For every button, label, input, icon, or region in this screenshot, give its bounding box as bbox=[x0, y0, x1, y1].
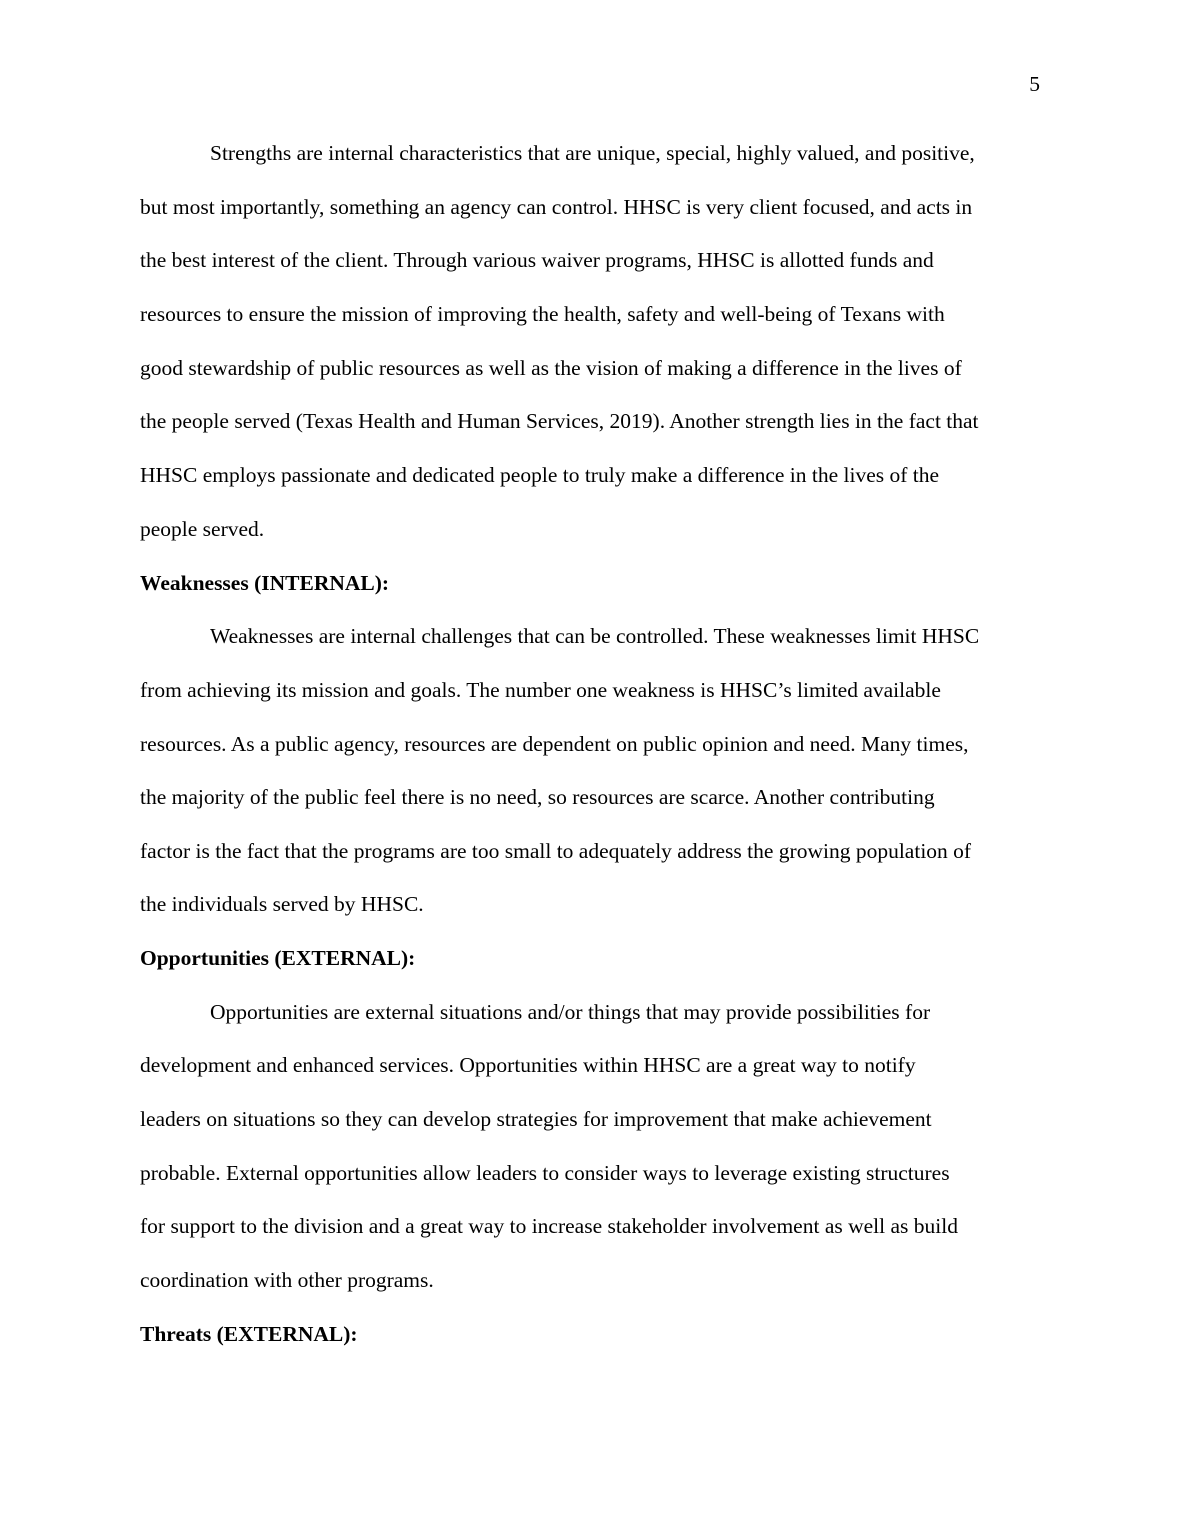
strengths-paragraph-line: people served. bbox=[140, 517, 265, 541]
strengths-paragraph-line: HHSC employs passionate and dedicated people to truly make a difference in the lives of the bbox=[140, 463, 940, 487]
strengths-paragraph-line: the people served (Texas Health and Human Services, 2019). Another strength lies in the fact that bbox=[140, 409, 979, 433]
weaknesses-paragraph-line: factor is the fact that the programs are too small to adequately address the growing population of bbox=[140, 839, 972, 863]
opportunities-paragraph-line: leaders on situations so they can develop strategies for improvement that make achievement bbox=[140, 1107, 932, 1131]
opportunities-paragraph-line: coordination with other programs. bbox=[140, 1268, 434, 1292]
strengths-paragraph-line: resources to ensure the mission of improving the health, safety and well-being of Texans with bbox=[140, 302, 945, 326]
weaknesses-paragraph-line: from achieving its mission and goals. The number one weakness is HHSC’s limited available bbox=[140, 678, 941, 702]
weaknesses-heading: Weaknesses (INTERNAL): bbox=[140, 571, 390, 595]
strengths-paragraph-line: good stewardship of public resources as well as the vision of making a difference in the lives of bbox=[140, 356, 962, 380]
weaknesses-paragraph-line: the majority of the public feel there is no need, so resources are scarce. Another contributing bbox=[140, 785, 935, 809]
threats-heading: Threats (EXTERNAL): bbox=[140, 1322, 358, 1346]
strengths-paragraph-line: but most importantly, something an agency can control. HHSC is very client focused, and acts in bbox=[140, 195, 973, 219]
weaknesses-paragraph-line: the individuals served by HHSC. bbox=[140, 892, 424, 916]
strengths-paragraph-line: the best interest of the client. Through various waiver programs, HHSC is allotted funds and bbox=[140, 248, 934, 272]
opportunities-paragraph-line: for support to the division and a great way to increase stakeholder involvement as well as build bbox=[140, 1214, 958, 1238]
strengths-paragraph-line: Strengths are internal characteristics that are unique, special, highly valued, and positive, bbox=[210, 141, 975, 165]
opportunities-heading: Opportunities (EXTERNAL): bbox=[140, 946, 416, 970]
opportunities-paragraph-line: Opportunities are external situations and/or things that may provide possibilities for bbox=[210, 1000, 931, 1024]
weaknesses-paragraph-line: Weaknesses are internal challenges that can be controlled. These weaknesses limit HHSC bbox=[210, 624, 980, 648]
weaknesses-paragraph-line: resources. As a public agency, resources are dependent on public opinion and need. Many times, bbox=[140, 732, 969, 756]
opportunities-paragraph-line: probable. External opportunities allow leaders to consider ways to leverage existing structures bbox=[140, 1161, 950, 1185]
opportunities-paragraph-line: development and enhanced services. Opportunities within HHSC are a great way to notify bbox=[140, 1053, 916, 1077]
page-number: 5 bbox=[1029, 72, 1040, 96]
